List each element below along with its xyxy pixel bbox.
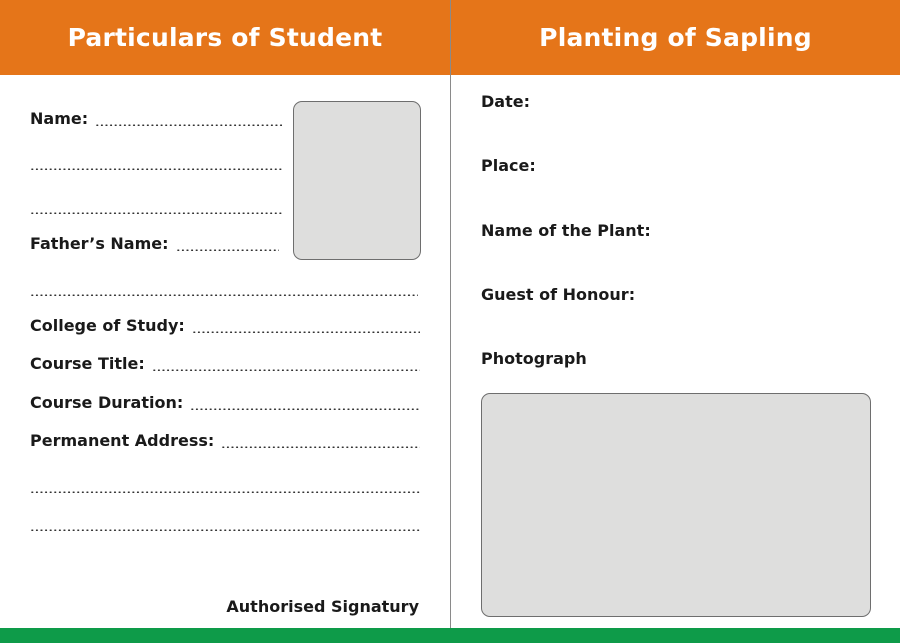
- course-title-field: [30, 354, 420, 376]
- dotted-line: [30, 529, 420, 531]
- student-particulars-panel: [0, 0, 450, 628]
- address-continuation-line-2: [30, 514, 420, 536]
- fathers-name-continuation-line: [30, 279, 418, 301]
- name-continuation-line-1: [30, 153, 282, 175]
- course-duration-field: [30, 393, 420, 415]
- dotted-line: [30, 294, 418, 296]
- fathers-name-label: Father’s Name:: [30, 234, 169, 253]
- green-footer-bar: [0, 628, 900, 643]
- dotted-line: [30, 168, 282, 170]
- dotted-line: [30, 212, 282, 214]
- name-label: Name:: [30, 109, 89, 128]
- college-label: College of Study:: [30, 316, 185, 335]
- course-duration-dotted-line: [190, 408, 420, 410]
- place-label: Place:: [481, 156, 536, 175]
- name-dotted-line: [95, 124, 282, 126]
- photograph-label: Photograph: [481, 349, 587, 368]
- authorised-signature-label: Authorised Signatury: [226, 597, 419, 616]
- address-label: Permanent Address:: [30, 431, 215, 450]
- sapling-planting-title: Planting of Sapling: [451, 0, 900, 75]
- planting-photo-placeholder: [481, 393, 871, 617]
- address-field: [30, 431, 420, 453]
- student-photo-placeholder: [293, 101, 421, 260]
- name-field: [30, 109, 282, 131]
- name-continuation-line-2: [30, 197, 282, 219]
- course-title-label: Course Title:: [30, 354, 145, 373]
- college-dotted-line: [192, 331, 420, 333]
- course-title-dotted-line: [152, 369, 420, 371]
- plant-name-label: Name of the Plant:: [481, 221, 651, 240]
- college-field: [30, 316, 420, 338]
- fathers-name-field: [30, 234, 279, 256]
- date-label: Date:: [481, 92, 530, 111]
- sapling-planting-panel: [451, 0, 900, 628]
- address-dotted-line: [221, 446, 420, 448]
- fathers-name-dotted-line: [176, 249, 279, 251]
- address-continuation-line-1: [30, 476, 420, 498]
- course-duration-label: Course Duration:: [30, 393, 184, 412]
- dotted-line: [30, 491, 420, 493]
- student-particulars-title: Particulars of Student: [0, 0, 450, 75]
- guest-of-honour-label: Guest of Honour:: [481, 285, 636, 304]
